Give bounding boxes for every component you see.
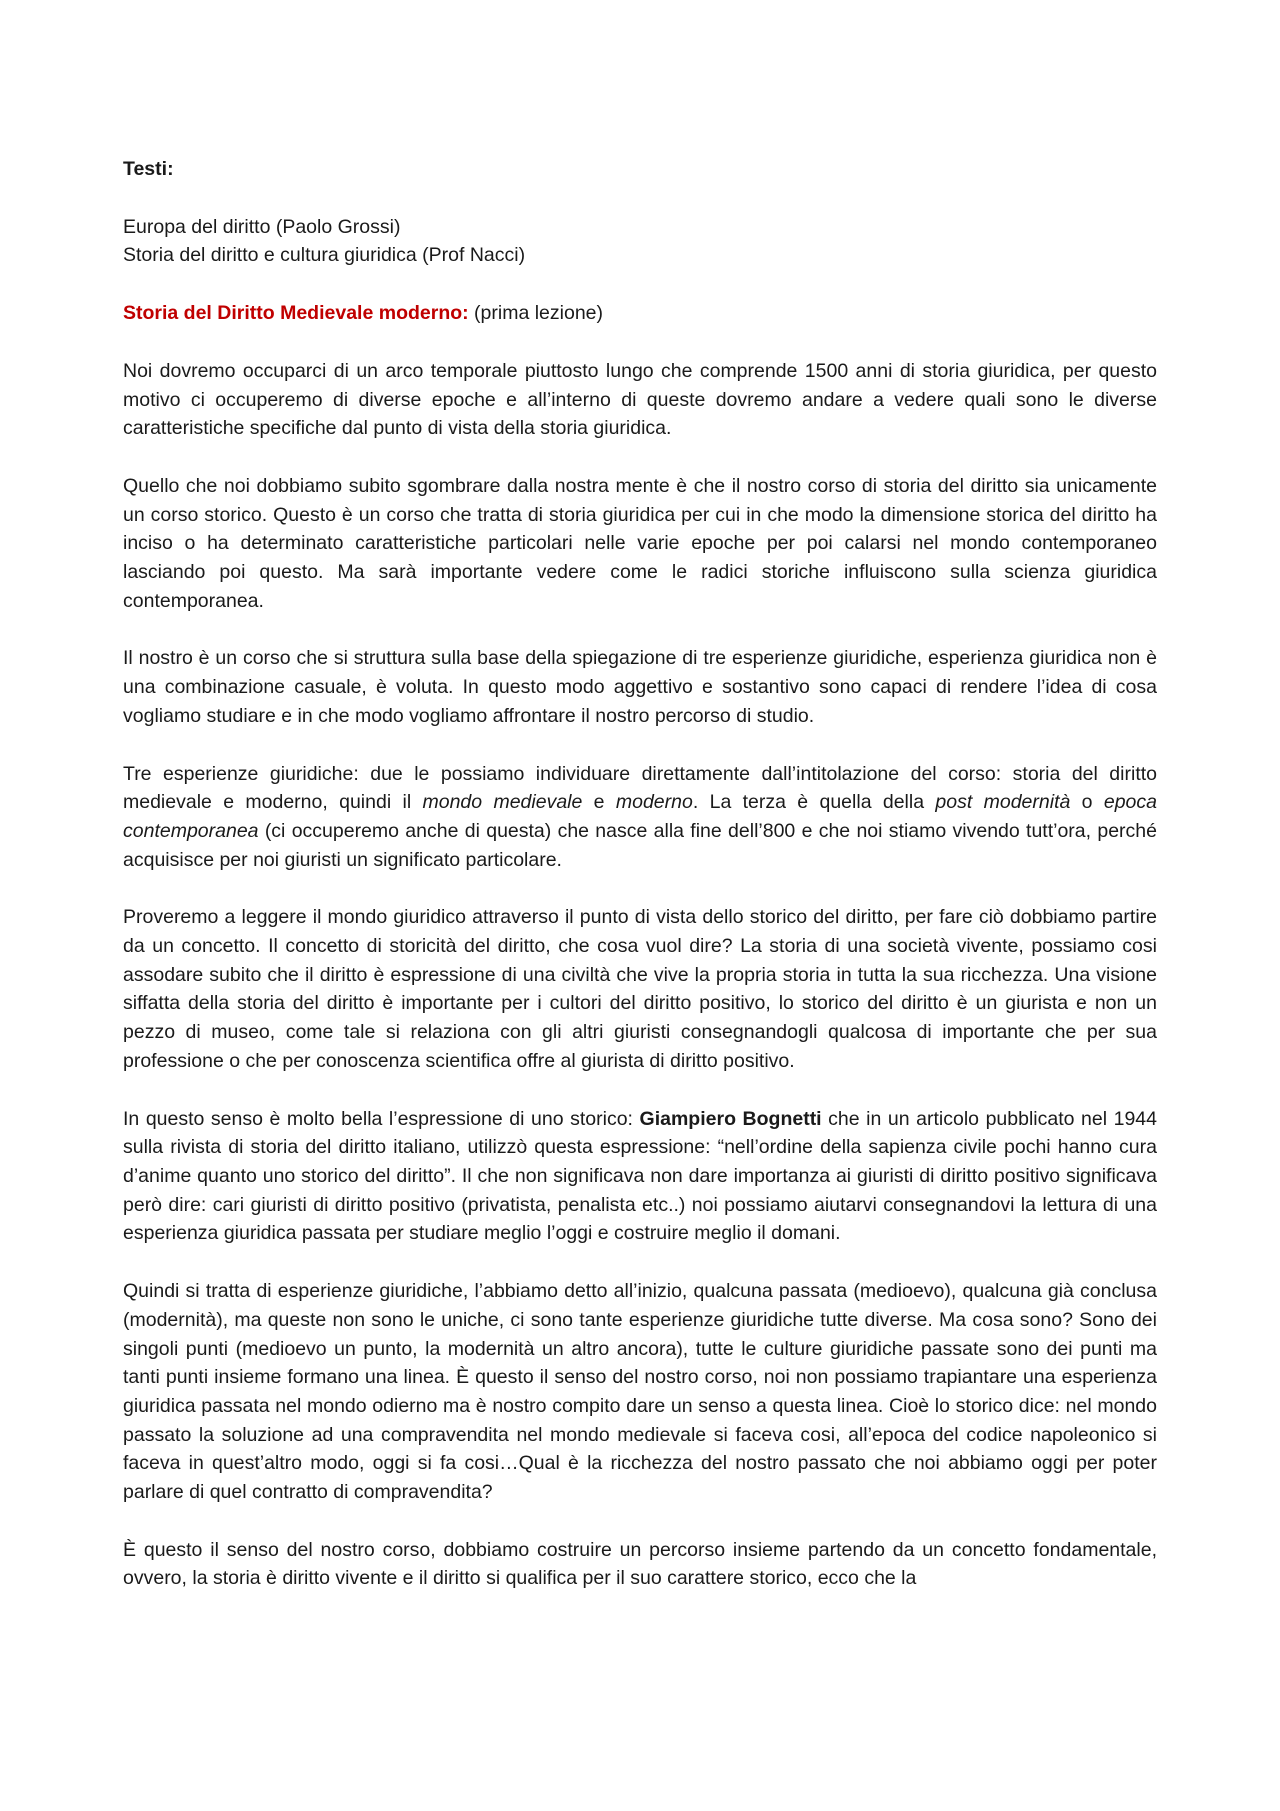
text-run: . La terza è quella della: [692, 791, 936, 814]
text-run: (ci occuperemo anche di questa) che nasce alla fine dell’800 e che noi stiamo vivendo tutt’ora, perché acquisisce per noi giuristi un significato particolare.: [123, 819, 1157, 871]
paragraph-4: [123, 760, 1157, 875]
section-title-text: Storia del Diritto Medievale moderno:: [123, 302, 469, 325]
text-run: In questo senso è molto bella l’espressione di uno storico:: [123, 1107, 640, 1130]
bold-name: Giampiero Bognetti: [639, 1107, 822, 1130]
paragraph-1: Noi dovremo occuparci di un arco temporale piuttosto lungo che comprende 1500 anni di storia giuridica, per questo motivo ci occuperemo di diverse epoche e all’interno di queste dovremo andare a vedere quali sono le diverse caratteristiche specifiche dal punto di vista della storia giuridica.: [123, 359, 1157, 440]
italic-text: post modernità: [935, 791, 1071, 814]
text-run: Tre esperienze giuridiche: due le possiamo individuare direttamente dall’intitolazione del corso: storia del diritto medievale e moderno, quindi il: [123, 762, 1157, 814]
paragraph-3: Il nostro è un corso che si struttura sulla base della spiegazione di tre esperienze giuridiche, esperienza giuridica non è una combinazione casuale, è voluta. In questo modo aggettivo e sostantivo sono capaci di rendere l’idea di cosa vogliamo studiare e in che modo vogliamo affrontare il nostro percorso di studio.: [123, 647, 1157, 727]
reference-item: Europa del diritto (Paolo Grossi): [123, 215, 401, 238]
italic-text: epoca contemporanea: [123, 791, 1157, 842]
document-page: [123, 155, 1157, 1593]
text-run: che in un articolo pubblicato nel 1944 sulla rivista di storia del diritto italiano, utilizzò questa espressione: “nell’ordine della sapienza civile pochi hanno cura d’anime quanto uno storico del diritto”. Il che non significava non dare importanza ai giuristi di diritto positivo significava però dire: cari giuristi di diritto positivo (privatista, penalista etc..) noi possiamo aiutarvi consegnandovi la lettura di una esperienza giuridica passata per studiare meglio l’oggi e costruire meglio il domani.: [123, 1107, 1157, 1245]
paragraph-7: Quindi si tratta di esperienze giuridiche, l’abbiamo detto all’inizio, qualcuna passata (medioevo), qualcuna già conclusa (modernità), ma queste non sono le uniche, ci sono tante esperienze giuridiche tutte diverse. Ma cosa sono? Sono dei singoli punti (medioevo un punto, la modernità un altro ancora), tutte le culture giuridiche passate sono dei punti ma tanti punti insieme formano una linea. È questo il senso del nostro corso, noi non possiamo trapiantare una esperienza giuridica passata nel mondo odierno ma è nostro compito dare un senso a questa linea. Cioè lo storico dice: nel mondo passato la soluzione ad una compravendita nel mondo medievale si faceva cosi, all’epoca del codice napoleonico si faceva in quest’altro modo, oggi si fa cosi…Qual è la ricchezza del nostro passato che noi abbiamo oggi per poter parlare di quel contratto di compravendita?: [123, 1280, 1157, 1504]
paragraph-5: Proveremo a leggere il mondo giuridico attraverso il punto di vista dello storico del diritto, per fare ciò dobbiamo partire da un concetto. Il concetto di storicità del diritto, che cosa vuol dire? La storia di una società vivente, possiamo cosi assodare subito che il diritto è espressione di una civiltà che vive la propria storia in tutta la sua ricchezza. Una visione siffatta della storia del diritto è importante per i cultori del diritto positivo, lo storico del diritto è un giurista e non un pezzo di museo, come tale si relaziona con gli altri giuristi consegnandogli qualcosa di importante che per sua professione o che per conoscenza scientifica offre al giurista di diritto positivo.: [123, 906, 1157, 1072]
section-title-note: (prima lezione): [468, 302, 604, 325]
texts-heading: Testi:: [123, 158, 174, 180]
paragraph-6: [123, 1105, 1157, 1249]
italic-text: moderno: [615, 791, 693, 814]
italic-text: mondo medievale: [422, 791, 583, 814]
text-run: e: [582, 791, 616, 814]
paragraph-2: Quello che noi dobbiamo subito sgombrare dalla nostra mente è che il nostro corso di storia del diritto sia unicamente un corso storico. Questo è un corso che tratta di storia giuridica per cui in che modo la dimensione storica del diritto ha inciso o ha determinato caratteristiche particolari nelle varie epoche per poi calarsi nel mondo contemporaneo lasciando poi questo. Ma sarà importante vedere come le radici storiche influiscono sulla scienza giuridica contemporanea.: [123, 474, 1157, 612]
reference-list: [123, 213, 1157, 270]
text-run: o: [1070, 791, 1104, 814]
reference-item: Storia del diritto e cultura giuridica (Prof Nacci): [123, 244, 526, 267]
section-title: [123, 299, 1157, 328]
paragraph-8: È questo il senso del nostro corso, dobbiamo costruire un percorso insieme partendo da un concetto fondamentale, ovvero, la storia è diritto vivente e il diritto si qualifica per il suo carattere storico, ecco che la: [123, 1538, 1157, 1590]
